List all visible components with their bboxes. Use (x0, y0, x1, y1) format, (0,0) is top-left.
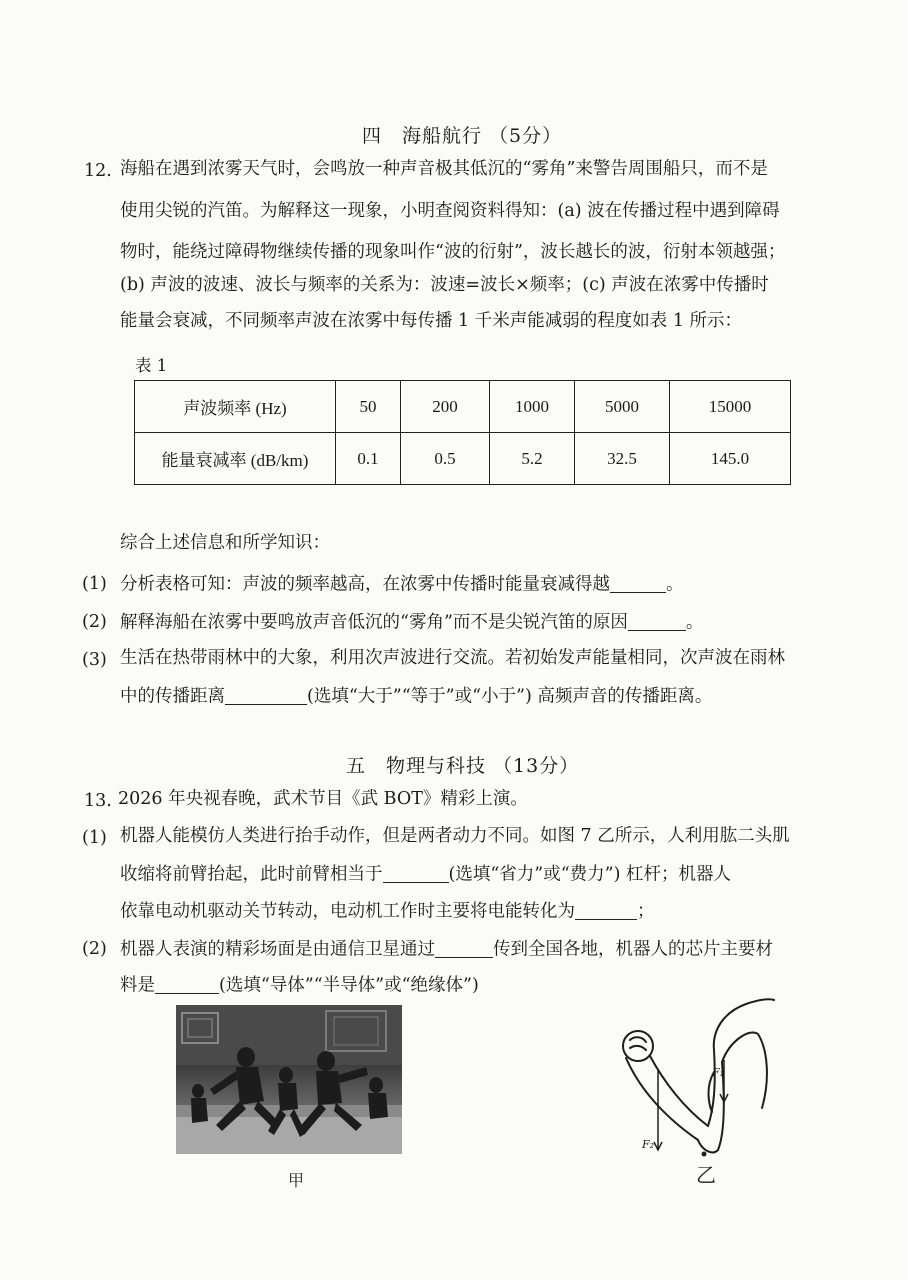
q13-sub2-text-b: 传到全国各地，机器人的芯片主要材 (493, 939, 773, 960)
table-cell: 200 (401, 381, 490, 433)
answer-blank[interactable] (610, 574, 666, 593)
force-f2-label: F₂ (642, 1138, 655, 1151)
q12-sub1-end: 。 (666, 574, 684, 595)
q12-summary: 综合上述信息和所学知识： (120, 533, 330, 553)
answer-blank[interactable] (628, 612, 686, 631)
table-cell: 5.2 (490, 433, 575, 485)
q13-sub1-text-b: (选填“省力”或“费力”) 杠杆；机器人 (448, 864, 732, 885)
question-13-number: 13. (84, 791, 112, 811)
q13-intro: 2026 年央视春晚，武术节目《武 BOT》精彩上演。 (118, 789, 528, 809)
photo-illustration (176, 1005, 402, 1154)
answer-blank[interactable] (155, 975, 219, 994)
force-f1-label: F₁ (712, 1066, 725, 1079)
table-cell: 5000 (575, 381, 670, 433)
answer-blank[interactable] (575, 901, 637, 920)
q12-sub2-number: (2) (82, 612, 107, 632)
question-12-number: 12. (84, 161, 112, 181)
table-cell: 0.5 (401, 433, 490, 485)
q12-line-2: 使用尖锐的汽笛。为解释这一现象，小明查阅资料得知：(a) 波在传播过程中遇到障碍 (120, 201, 780, 221)
q13-sub2-text-d: (选填“导体”“半导体”或“绝缘体”) (219, 975, 479, 996)
section-5-title: 五 物理与科技 （13分） (346, 755, 580, 777)
q12-sub2 (120, 612, 703, 632)
q12-sub3-text-a: 中的传播距离 (120, 686, 225, 707)
q13-sub2-number: (2) (82, 939, 107, 959)
q12-sub3-line-2 (120, 686, 712, 706)
q13-sub1-text-a: 收缩将前臂抬起，此时前臂相当于 (120, 864, 383, 885)
table-cell: 145.0 (670, 433, 791, 485)
table-cell: 1000 (490, 381, 575, 433)
q12-line-5: 能量会衰减，不同频率声波在浓雾中每传播 1 千米声能减弱的程度如表 1 所示： (120, 311, 743, 331)
table-cell: 50 (336, 381, 401, 433)
robot-performance-photo (176, 1005, 402, 1154)
q13-sub2-text-a: 机器人表演的精彩场面是由通信卫星通过 (120, 939, 435, 960)
q12-line-3: 物时，能绕过障碍物继续传播的现象叫作“波的衍射”，波长越长的波，衍射本领越强； (120, 242, 786, 262)
q12-line-4: (b) 声波的波速、波长与频率的关系为：波速=波长×频率；(c) 声波在浓雾中传播时 (120, 275, 769, 295)
q12-sub3-line-1: 生活在热带雨林中的大象，利用次声波进行交流。若初始发声能量相同，次声波在雨林 (120, 648, 785, 668)
table-cell: 15000 (670, 381, 791, 433)
q12-sub3-number: (3) (82, 650, 107, 670)
q13-sub1-number: (1) (82, 828, 107, 848)
q12-line-1: 海船在遇到浓雾天气时，会鸣放一种声音极其低沉的“雾角”来警告周围船只，而不是 (120, 159, 768, 179)
table-caption: 表 1 (135, 356, 168, 375)
table-row-attenuation (135, 433, 791, 485)
answer-blank[interactable] (225, 686, 307, 705)
table-cell: 0.1 (336, 433, 401, 485)
section-4-title: 四 海船航行 （5分） (362, 125, 563, 147)
table-header-attenuation: 能量衰减率 (dB/km) (135, 433, 336, 485)
q13-sub2-text-c: 料是 (120, 975, 155, 996)
answer-blank[interactable] (435, 939, 493, 958)
q13-sub1-line-2 (120, 864, 731, 884)
answer-blank[interactable] (383, 864, 449, 883)
q12-sub2-end: 。 (685, 612, 704, 633)
frequency-attenuation-table (134, 380, 791, 485)
q13-sub1-line-3 (120, 901, 655, 921)
q12-sub1-text: 分析表格可知：声波的频率越高，在浓雾中传播时能量衰减得越 (120, 574, 610, 595)
figure-yi-label: 乙 (696, 1163, 716, 1187)
q13-sub2-line-1 (120, 939, 773, 959)
q12-sub1-number: (1) (82, 574, 107, 594)
table-cell: 32.5 (575, 433, 670, 485)
figure-jia-label: 甲 (288, 1171, 305, 1190)
q13-sub1-line-1: 机器人能模仿人类进行抬手动作，但是两者动力不同。如图 7 乙所示，人利用肱二头肌 (120, 826, 790, 846)
q12-sub3-text-b: (选填“大于”“等于”或“小于”) 高频声音的传播距离。 (307, 686, 713, 707)
table-row-frequency (135, 381, 791, 433)
table-header-frequency: 声波频率 (Hz) (135, 381, 336, 433)
q13-sub2-line-2 (120, 975, 479, 995)
q13-sub1-text-d: ； (637, 901, 655, 922)
arm-lever-diagram (600, 990, 790, 1190)
q12-sub1 (120, 574, 684, 594)
q12-sub2-text: 解释海船在浓雾中要鸣放声音低沉的“雾角”而不是尖锐汽笛的原因 (120, 612, 628, 633)
q13-sub1-text-c: 依靠电动机驱动关节转动，电动机工作时主要将电能转化为 (120, 901, 575, 922)
